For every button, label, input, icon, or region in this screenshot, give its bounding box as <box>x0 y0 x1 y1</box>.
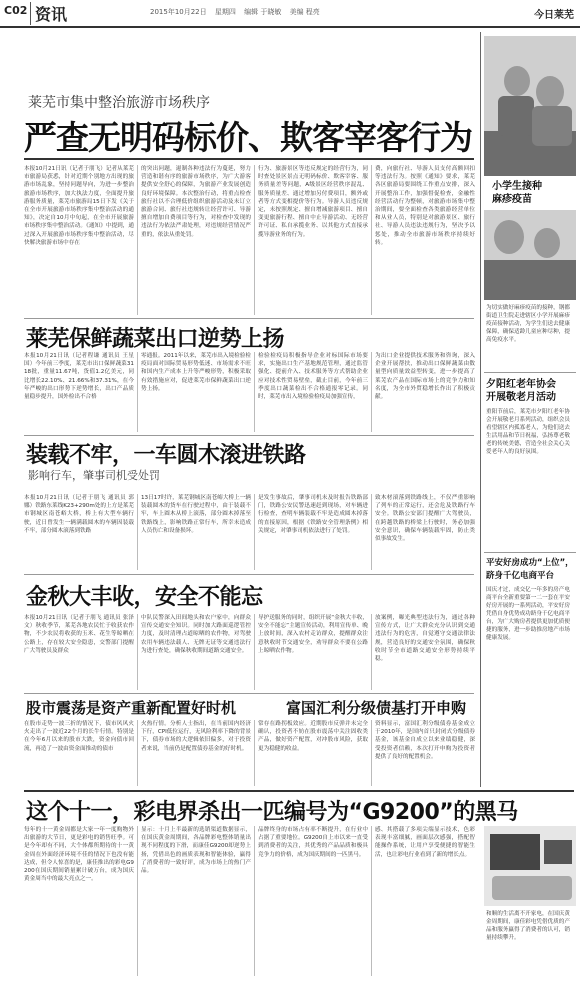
column-divider <box>137 614 138 690</box>
article4-col4: 放案例，曝光典型违法行为，通过各种宣传方式，让广大群众充分认识到交通违法行为的危害，自觉遵守交通法律法规，营造良好的交通安全氛围，确保秋收时节全市道路交通安全形势持续平稳。 <box>375 615 475 663</box>
article3-subhead: 影响行车，肇事司机受处罚 <box>28 469 160 482</box>
article1-col3: 行为、旅游景区等违反规定的经营行为，同时查处景区景点无明码标价、欺客宰客、服务质量差等问题，A级景区经营秩序混乱、服务质量差、通过增加另付费项目，额外或者等方式变相提价等行为。导游人员违反规定，未按照规定、擅自增减旅游项目、擅自变更旅游行程、擅自中止导游活动、无经营许可证、私自承揽业务、以其他方式直接承揽导游业务的行为。 <box>258 166 368 238</box>
article1-rule <box>24 158 474 160</box>
sidebar-item4-caption: 和顺的生活离不开家电，在国庆黄金周期间，康佳彩电凭借优质的产品和服务赢得了消费者的认可，销量持续攀升。 <box>486 911 570 941</box>
newspaper-name: 今日莱芜 <box>534 10 574 21</box>
article6-col4: 感、其搭载了多项尖端显示技术，色彩表现丰富细腻，画面层次感强，搭配智能操作系统，让用户享受便捷的智能生活，也让彩电行业看到了新的增长点。 <box>375 827 475 858</box>
article2-col4: 为出口企业提供技术服务和咨询，深入企业开展帮扶，推动出口保鲜蔬菜由数量型向质量效益型转变，进一步提高了莱芜农产品在国际市场上的竞争力和知名度，为全市外贸稳增长作出了积极贡献。 <box>375 353 475 401</box>
article2-headline: 莱芜保鲜蔬菜出口逆势上扬 <box>26 327 285 352</box>
issue-date: 2015年10月22日 <box>150 8 207 16</box>
article3-col4: 致木材滚落到铁路线上，不仅严重影响了列车的正常运行，还会危及铁路行车安全。铁路公安部门提醒广大驾驶员，在跨越铁路的桥梁上行驶时，务必加强安全意识，确保车辆装载牢固，防止类似事故发生。 <box>375 495 475 543</box>
article4-col1: 本报10月21日讯（记者于朋飞 通讯员 张泽文）秋收季节，莱芜各地农民忙于收获农作物，不少农民将收获的玉米、花生等晾晒在公路上，存在较大安全隐患，交警部门提醒广大驾驶员及群众 <box>24 615 134 654</box>
sidebar-divider <box>480 32 481 787</box>
article6-col2: 显示：十月上半最新的选销渠道数据显示，在国庆黄金周期间，各品牌彩电整体销量出现不同程度的下滑，而康佳G9200却逆势上扬，凭借出色的画质表现和智能体验，赢得了消费者的一致好评，成为市场上的热门产品。 <box>141 827 251 875</box>
sidebar-item2-text: 重阳节前后，莱芜市夕阳红老年协会开展敬老月系列活动，组织会员看望辖区内孤寡老人，为他们送去生活用品和节日祝福，弘扬尊老敬老的传统美德，营造全社会关心关爱老年人的良好氛围。 <box>486 409 570 455</box>
column-divider <box>371 720 372 786</box>
article6-col1: 每年的十一黄金周都是大家一年一度购物外出旅游的大节日，更是彩电的销售旺季。可是今年却有不同，大个体都所期待的十一黄金周在外面经济环境不佳的情况下也没有能达成，但令人惊喜的是，康佳推出的彩电G9200在国庆期间销量累计破万台，成为国庆黄金周当中的最大亮点之一。 <box>24 827 134 883</box>
sidebar-item1-title-line1: 小学生接种 <box>492 181 542 192</box>
article1-col1: 本报10月21日讯（记者于朋飞）记者从莱芜市旅游局获悉，针对近期个别地方出现的旅游市场乱象，坚持问题导向，为进一步整治旅游市场秩序，加大执法力度，全面提升旅游服务质量，莱芜市旅游局15日下发《关于在全市开展旅游市场秩序集中整治活动的通知》，决定自10月中旬起，在全市开展旅游市场秩序集中整治活动。《通知》中提到，通过深入开展旅游市场秩序集中整治活动，尽快解决旅游市场中存在 <box>24 166 134 246</box>
column-divider <box>254 494 255 570</box>
sidebar-item3-text: 国庆才过，成交亿一年多的房产电商平台全新重要第一二一套在平安好房开展的一系列活动，平安好房凭借自身优势成功跻身千亿电商平台，为广大购房者提供更加优质便捷的服务，进一步助推房地产市场健康发展。 <box>486 587 570 641</box>
article5-col3: 常存在路拐板效应。近期股市反弹并未完全确认，投资者不妨在股市震荡中关注固收类产品，做好资产配置，对冲股市风险，获取更为稳健的收益。 <box>258 721 368 752</box>
column-divider <box>371 494 372 570</box>
section-title: 资讯 <box>30 2 67 25</box>
article3-col2: 13日17时许，莱芜钢城区南苍峪大桥上一辆装载圆木的货车在行驶过程中，由于装载不牢，车上圆木从桥上滚落，部分圆木掉落至铁路线上，影响铁路正常行车，所幸未造成人员伤亡和设备损坏。 <box>141 495 251 534</box>
article6-headline: 这个十一，彩电界杀出一匹编号为“G9200”的黑马 <box>26 800 518 825</box>
article2-col3: 检验检疫局积极指导企业对标国际市场要求，实施出口生产基地规范管理，通过监管强化、提前介入、技术服务等方式帮助企业应对技术性贸易壁垒，截止目前，今年前三季度出口蔬菜检出不合格通报零记录。同时，莱芜市出入境检验检疫局加强宣传， <box>258 353 368 401</box>
page-number: C02 <box>4 4 28 17</box>
article4-col3: 导护送服务的同时，组织开展“金秋大丰收，安全不能忘”主题宣传活动，利用宣传单、晚上放时间，深入农村走访群众，提醒群众注意秋收时节交通安全，劝导群众不要在公路上晾晒农作物。 <box>258 615 368 654</box>
article5-col2: 火热行情。分析人士指出，在当前国内经济下行，CPI低位运行，无风险利率下降的背景下，债券市场的大逻辑依旧偏多，对于投资者来说，当前仍是配置债券基金的好时机。 <box>141 721 251 752</box>
column-divider <box>371 352 372 432</box>
section-rule <box>24 693 474 694</box>
column-divider <box>137 165 138 315</box>
article5-col4: 资料显示，富国汇利分级债券基金成立于2010年，是国内首只封闭式分级债券基金，该基金自成立以来业绩稳健，深受投资者信赖，本次打开申购为投资者提供了良好的配置机会。 <box>375 721 475 760</box>
article3-headline: 装载不牢，一车圆木滚进铁路 <box>26 443 306 468</box>
sidebar-item2-title-line2: 开展敬老月活动 <box>486 392 556 403</box>
column-divider <box>254 614 255 690</box>
issue-weekday: 星期四 <box>214 8 236 16</box>
sidebar-rule <box>484 372 576 373</box>
article2-col2: 零通报。2011年以来，莱芜市出入境检验检疫局面对国际贸易形势低迷、市场需求不旺和国内生产成本上升等严峻形势，积极采取有效措施应对，促进莱芜市保鲜蔬菜出口逆势上扬。 <box>141 353 251 392</box>
article4-col2: 中队民警深入田间地头和农户家中，向群众宣传交通安全知识。同时加大路面巡逻管控力度，及时清理占道晾晒的农作物，对驾驶农用车辆违法载人、无牌无证等交通违法行为进行查处，确保秋收期间道路交通安全。 <box>141 615 251 654</box>
column-divider <box>371 165 372 315</box>
column-divider <box>137 352 138 432</box>
column-divider <box>137 494 138 570</box>
column-divider <box>371 614 372 690</box>
article3-col3: 是发生事故后，肇事司机未及时报告铁路部门，铁路公安民警迅速赶到现场，对车辆进行检查，查明车辆装载不牢是造成圆木掉落的直接原因，根据《铁路安全管理条例》相关规定，对肇事司机依法进行了处罚。 <box>258 495 368 534</box>
sidebar-item3-title-line2: 跻身千亿电商平台 <box>486 571 555 581</box>
sidebar-rule <box>484 552 576 553</box>
editor-credit: 编辑 于晓敏 <box>244 8 282 16</box>
article1-headline: 严查无明码标价、欺客宰客行为 <box>24 118 472 157</box>
column-divider <box>254 352 255 432</box>
sidebar-item3-title-line1: 平安好房成功“上位”， <box>486 558 574 568</box>
sidebar-item1-title-line2: 麻疹疫苗 <box>492 194 532 205</box>
section-rule <box>24 574 474 575</box>
designer-credit: 美编 程亮 <box>289 8 320 16</box>
article6-col3: 品牌终身的市场占有率不断提升，在行业中占据了重要地位。G9200自上市以来一直受到消费者的关注，其优秀的产品品质和极具竞争力的价格，成为国庆期间的一匹黑马。 <box>258 827 368 858</box>
column-divider <box>137 826 138 976</box>
column-divider <box>254 720 255 786</box>
column-divider <box>137 720 138 786</box>
article3-col1: 本报10月21日讯（记者于朋飞 通讯员 郭娜）铁路东莱线K23+290m处的上方是莱芜市钢城区南苍峪大桥，桥上有大型车辆行驶，近日曾发生一辆满载圆木的车辆因装载不牢，部分圆木滚落到铁路 <box>24 495 134 534</box>
article4-headline: 金秋大丰收，安全不能忘 <box>26 585 263 610</box>
article1-col2: 的突出问题，遏制各种违法行为蔓延，努力营造和谐有序的旅游市场秩序，为广大游客提供安全舒心的保障，为旅游产业发展创造良好环境保障。本次整治行动，将重点检查旅行社以不合理低价组织旅游活动及未订立旅游合同、旅行社违规转让经营许可、导游擅自增加自费项目等行为，对检查中发现的违法行为依法严肃处理，对违规经营情况严重的，依法从重处罚。 <box>141 166 251 238</box>
article2-col1: 本报10月21日讯（记者程谦 通讯员 王星国）今年前三季度，莱芜市出口保鲜蔬菜3118批，重量11.67吨，货值1.2亿美元，同比增长22.10%、21.66%和37.31%，在今年严峻的出口形势下逆势增长，出口产品质量稳步提升，国外检出不合格 <box>24 353 134 401</box>
column-divider <box>371 826 372 976</box>
tv-product-photo <box>484 826 576 906</box>
vaccination-photo-2 <box>484 210 576 300</box>
sidebar-item1-caption: 为切实做好麻疹疫苗的接种，钢都街道卫生院走进辖区小学开展麻疹疫苗接种活动，为学生们送去健康保障，确保适龄儿童应种尽种，提高免疫水平。 <box>486 305 570 343</box>
article1-kicker: 莱芜市集中整治旅游市场秩序 <box>28 95 210 111</box>
article5-headline-right: 富国汇利分级债基打开申购 <box>286 699 467 717</box>
article5-col1: 在股市走势一波三折的情况下，债市风风火火走出了一波近22个月的长牛行情。特别是在今年6月以来的股市大跌，资金向债市回流，再造了一波由资金面推动的债市 <box>24 721 134 752</box>
column-divider <box>254 826 255 976</box>
column-divider <box>254 165 255 315</box>
section-rule <box>24 435 474 436</box>
issue-info <box>150 7 326 17</box>
section-rule <box>24 790 574 792</box>
section-rule <box>24 318 474 319</box>
article5-headline-left: 股市震荡是资产重新配置好时机 <box>26 699 237 717</box>
sidebar-item2-title-line1: 夕阳红老年协会 <box>486 379 556 390</box>
masthead <box>0 0 580 28</box>
vaccination-photo <box>484 36 576 176</box>
article1-col4: 费，向旅行社、导游人员支付高额回扣等违法行为。按照《通知》要求，莱芜各区旅游局要围绕工作重点安排，深入开展整治工作，加强督促检查，金融性经营活动行为整顿，对旅游市场集中整治期间，要全面检查各类旅游经营单位和从业人员，特别是对旅游景区、旅行社、导游人员违法违规行为，坚决予以惩处，推动全市旅游市场秩序持续好转。 <box>375 166 475 246</box>
